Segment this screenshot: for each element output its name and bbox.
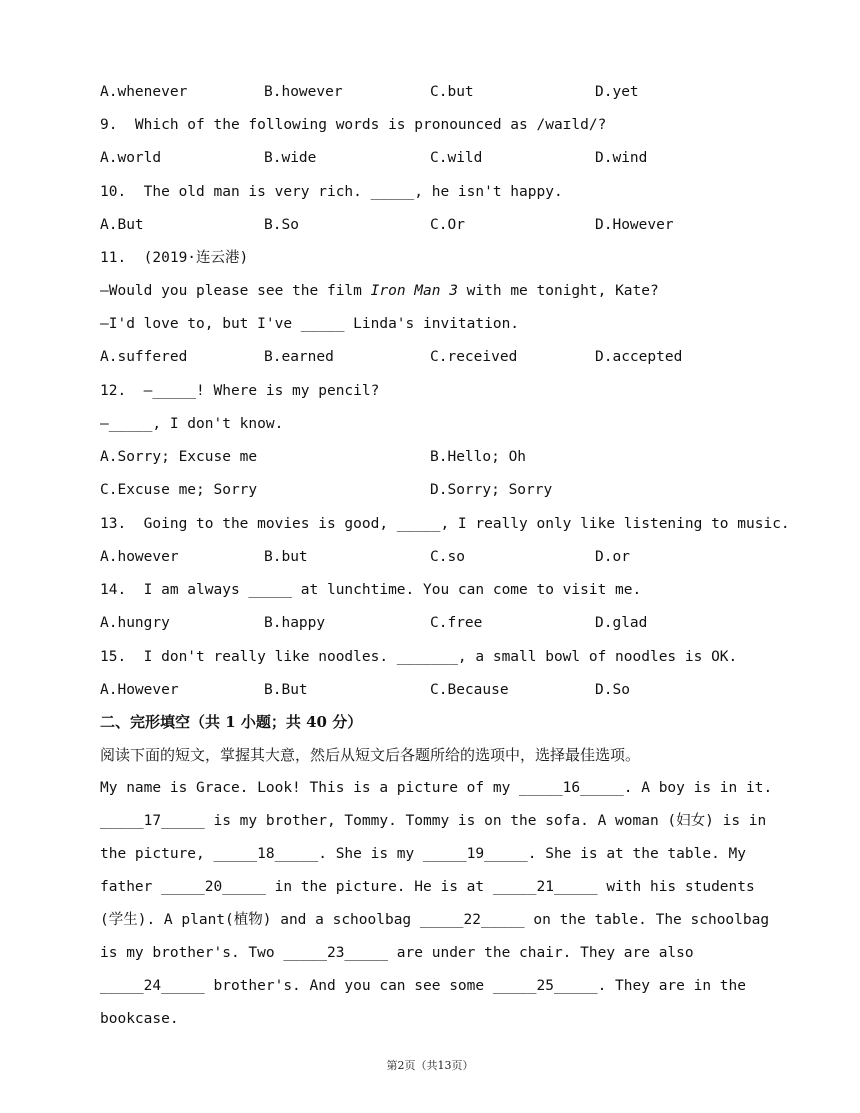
q11-option-c[interactable]: C.received [430,349,518,365]
passage-line: bookcase. [100,1011,179,1027]
q14-option-b[interactable]: B.happy [264,615,326,631]
passage-line: is my brother's. Two _____23_____ are under the chair. They are also [100,945,694,961]
q10-option-b[interactable]: B.So [264,217,299,233]
q8-option-d[interactable]: D.yet [595,84,639,100]
q11-option-a[interactable]: A.suffered [100,349,188,365]
q14-option-d[interactable]: D.glad [595,615,648,631]
passage-line: (学生). A plant(植物) and a schoolbag _____22_____ on the table. The schoolbag [100,912,770,928]
q12-option-a[interactable]: A.Sorry; Excuse me [100,449,258,465]
q11-line1-after: with me tonight, Kate? [457,283,659,299]
section-heading-cloze: 二、完形填空（共 1 小题；共 40 分） [100,713,363,731]
q9-option-b[interactable]: B.wide [264,150,317,166]
passage-line: the picture, _____18_____. She is my _____19_____. She is at the table. My [100,846,747,862]
q11-option-d[interactable]: D.accepted [595,349,683,365]
q11-option-b[interactable]: B.earned [264,349,334,365]
q8-option-a[interactable]: A.whenever [100,84,188,100]
q15-option-b[interactable]: B.But [264,682,308,698]
q15-option-a[interactable]: A.However [100,682,179,698]
passage-line: My name is Grace. Look! This is a picture of my _____16_____. A boy is in it. [100,780,773,796]
q10-option-d[interactable]: D.However [595,217,674,233]
passage-line: _____17_____ is my brother, Tommy. Tommy is on the sofa. A woman (妇女) is in [100,813,767,829]
q11-dialogue-line-2: —I'd love to, but I've _____ Linda's invitation. [100,316,520,332]
q15-stem: 15. I don't really like noodles. _______, a small bowl of noodles is OK. [100,649,738,665]
passage-line: father _____20_____ in the picture. He is at _____21_____ with his students [100,879,755,895]
page-footer: 第2页（共13页） [386,1059,474,1072]
q11-line1-before: —Would you please see the film [100,283,371,299]
q13-option-b[interactable]: B.but [264,549,308,565]
q13-option-a[interactable]: A.however [100,549,179,565]
passage-line: _____24_____ brother's. And you can see some _____25_____. They are in the [100,978,747,994]
q9-option-d[interactable]: D.wind [595,150,648,166]
q8-option-c[interactable]: C.but [430,84,474,100]
q12-option-c[interactable]: C.Excuse me; Sorry [100,482,258,498]
q14-option-a[interactable]: A.hungry [100,615,170,631]
q13-option-d[interactable]: D.or [595,549,630,565]
q9-option-c[interactable]: C.wild [430,150,483,166]
q14-option-c[interactable]: C.free [430,615,483,631]
q10-option-c[interactable]: C.Or [430,217,465,233]
q10-stem: 10. The old man is very rich. _____, he isn't happy. [100,184,563,200]
q14-stem: 14. I am always _____ at lunchtime. You can come to visit me. [100,582,642,598]
q11-film-title: Iron Man 3 [370,283,458,299]
q13-stem: 13. Going to the movies is good, _____, I really only like listening to music. [100,516,790,532]
q15-option-c[interactable]: C.Because [430,682,509,698]
q11-stem: 11. (2019·连云港) [100,250,249,266]
section-instruction: 阅读下面的短文，掌握其大意，然后从短文后各题所给的选项中，选择最佳选项。 [100,746,641,764]
q12-option-d[interactable]: D.Sorry; Sorry [430,482,553,498]
q12-option-b[interactable]: B.Hello; Oh [430,449,527,465]
q13-option-c[interactable]: C.so [430,549,465,565]
q11-dialogue-line-1 [100,281,780,301]
q10-option-a[interactable]: A.But [100,217,144,233]
q12-dialogue-line-2: —_____, I don't know. [100,416,284,432]
q9-option-a[interactable]: A.world [100,150,162,166]
q12-stem: 12. —_____! Where is my pencil? [100,383,380,399]
q8-option-b[interactable]: B.however [264,84,343,100]
q15-option-d[interactable]: D.So [595,682,630,698]
q9-stem: 9. Which of the following words is pronounced as /waɪld/? [100,117,607,133]
